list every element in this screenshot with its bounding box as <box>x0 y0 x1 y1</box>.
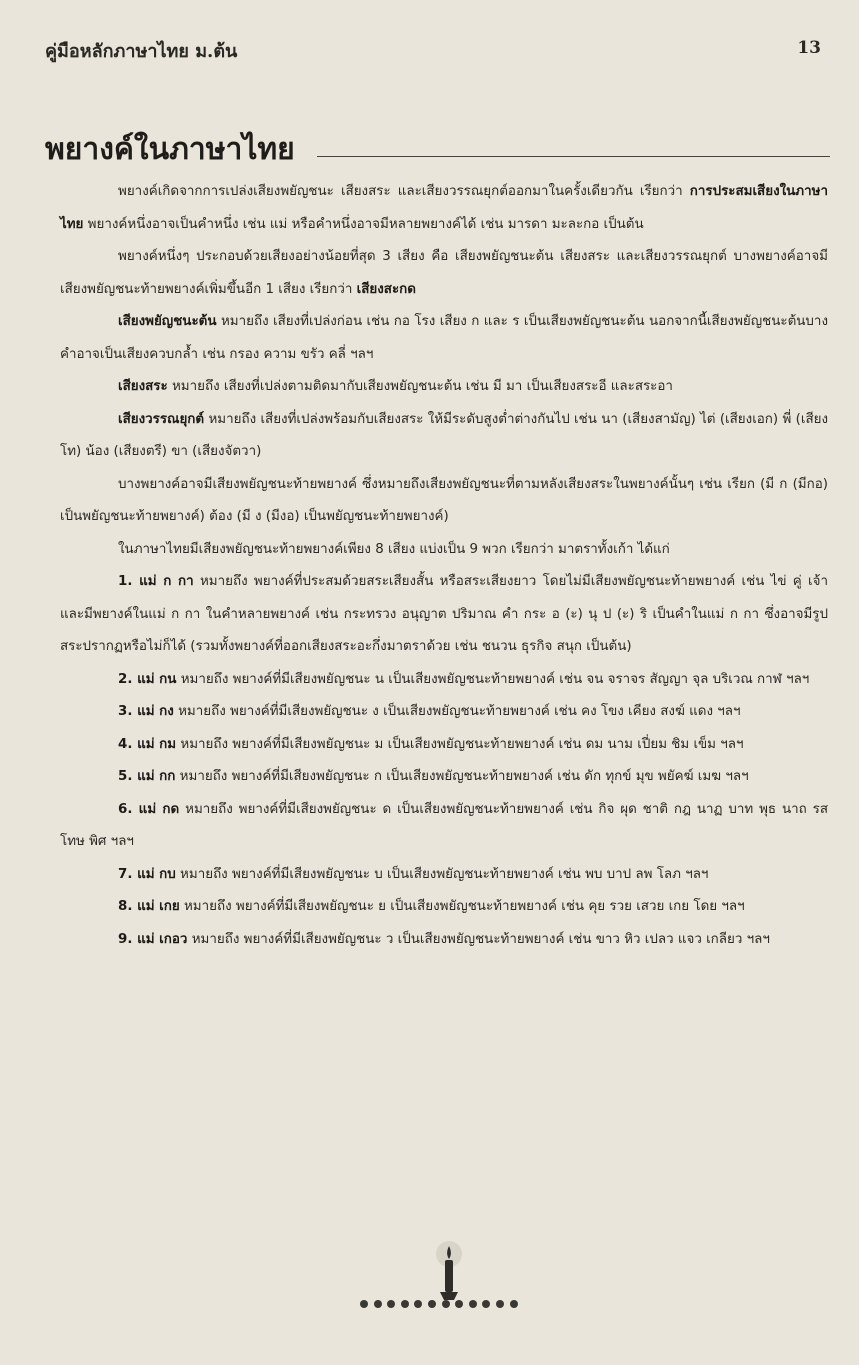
paragraph-text: พยางค์หนึ่งๆ ประกอบด้วยเสียงอย่างน้อยที่สุด 3 เสียง คือ เสียงพยัญชนะต้น เสียงสระ และเสียงวรรณยุกต์ บางพยางค์อาจมีเสียงพยัญชนะท้ายพยางค์เพิ่มขึ้นอีก 1 เสียง เรียกว่า <box>60 249 828 297</box>
definition-vowel <box>60 371 828 404</box>
divider-dot <box>360 1300 368 1308</box>
matra-label: 4. แม่ กม <box>118 736 177 752</box>
matra-label: 9. แม่ เกอว <box>118 931 188 947</box>
paragraph-intro <box>60 176 828 241</box>
matra-label: 8. แม่ เกย <box>118 899 180 914</box>
divider-dot <box>442 1300 450 1308</box>
bold-term: เสียงพยัญชนะต้น <box>118 314 217 329</box>
divider-dot <box>455 1300 463 1308</box>
matra-text: หมายถึง พยางค์ที่มีเสียงพยัญชนะ ย เป็นเสียงพยัญชนะท้ายพยางค์ เช่น คุย รวย เสวย เกย โดย ฯลฯ <box>179 899 745 914</box>
matra-item <box>60 566 828 664</box>
bold-term: การประสมเสียงในภาษาไทย <box>60 184 828 232</box>
paragraph-text: พยางค์เกิดจากการเปล่งเสียงพยัญชนะ เสียงสระ และเสียงวรรณยุกต์ออกมาในครั้งเดียวกัน เรียกว่า <box>118 184 690 199</box>
definition-initial-consonant <box>60 306 828 371</box>
page-number: 13 <box>797 38 821 58</box>
running-title: คู่มือหลักภาษาไทย ม.ต้น <box>45 41 238 62</box>
divider-dot <box>496 1300 504 1308</box>
divider-dot <box>387 1300 395 1308</box>
section-heading-block <box>45 126 830 176</box>
divider-dot <box>374 1300 382 1308</box>
matra-label: 5. แม่ กก <box>118 769 176 784</box>
bold-term: เสียงสระ <box>118 379 168 394</box>
matra-label: 7. แม่ กบ <box>118 866 176 882</box>
matra-item <box>60 794 828 859</box>
matra-item <box>60 729 828 762</box>
paragraph-matra-intro: ในภาษาไทยมีเสียงพยัญชนะท้ายพยางค์เพียง 8 เสียง แบ่งเป็น 9 พวก เรียกว่า มาตราทั้งเก้า ได้แก่ <box>118 541 670 557</box>
matra-text: หมายถึง พยางค์ที่มีเสียงพยัญชนะ ม เป็นเสียงพยัญชนะท้ายพยางค์ เช่น ดม นาม เปี่ยม ชิม เข็ม ฯลฯ <box>176 736 744 752</box>
divider-dot <box>510 1300 518 1308</box>
matra-label: 6. แม่ กด <box>118 801 180 817</box>
matra-label: 1. แม่ ก กา <box>118 574 194 589</box>
paragraph-text: หมายถึง เสียงที่เปล่งพร้อมกับเสียงสระ ให้มีระดับสูงต่ำต่างกันไป เช่น นา (เสียงสามัญ) ไต่ (เสียงเอก) พี่ (เสียงโท) น้อง (เสียงตรี) ขา (เสียงจัตวา) <box>60 411 828 459</box>
paragraph-text: พยางค์หนึ่งอาจเป็นคำหนึ่ง เช่น แม่ หรือคำหนึ่งอาจมีหลายพยางค์ได้ เช่น มารดา มะละกอ เป็นต้น <box>83 216 644 232</box>
divider-dot <box>482 1300 490 1308</box>
bold-term: เสียงสะกด <box>356 281 416 297</box>
matra-text: หมายถึง พยางค์ที่มีเสียงพยัญชนะ บ เป็นเสียงพยัญชนะท้ายพยางค์ เช่น พบ บาป ลพ โลภ ฯลฯ <box>175 866 709 882</box>
page-header <box>45 36 821 66</box>
matra-label: 3. แม่ กง <box>118 704 174 719</box>
divider-dot <box>428 1300 436 1308</box>
matra-text: หมายถึง พยางค์ที่มีเสียงพยัญชนะ ง เป็นเสียงพยัญชนะท้ายพยางค์ เช่น คง โขง เคียง สงฆ์ แดง ฯลฯ <box>173 704 741 719</box>
matra-text: หมายถึง พยางค์ที่มีเสียงพยัญชนะ ด เป็นเสียงพยัญชนะท้ายพยางค์ เช่น กิจ ผุด ชาติ กฎ นาฏ บาท พุธ นาถ รส โทษ พิศ ฯลฯ <box>60 801 828 849</box>
divider-dot <box>401 1300 409 1308</box>
divider-dot <box>469 1300 477 1308</box>
matra-text: หมายถึง พยางค์ที่มีเสียงพยัญชนะ น เป็นเสียงพยัญชนะท้ายพยางค์ เช่น จน จราจร สัญญา จุล บริเวณ กาฬ ฯลฯ <box>176 671 810 687</box>
definition-tone <box>60 404 828 469</box>
matra-text: หมายถึง พยางค์ที่ประสมด้วยสระเสียงสั้น หรือสระเสียงยาว โดยไม่มีเสียงพยัญชนะท้ายพยางค์ เช่น ไข่ คู่ เจ้า และมีพยางค์ในแม่ ก กา ในคำหลายพยางค์ เช่น กระทรวง อนุญาต ปริมาณ คำ กระ อ (ะ) นุ ป (ะ) ริ เป็นคำในแม่ ก กา ซึ่งอาจมีรูปสระปรากฏหรือไม่ก็ได้ (รวมทั้งพยางค์ที่ออกเสียงสระอะกึ่งมาตราด้วย เช่น ชนวน ธุรกิจ สนุก เป็นต้น) <box>60 574 828 654</box>
paragraph-text: หมายถึง เสียงที่เปล่งก่อน เช่น กอ โรง เสียง ก และ ร เป็นเสียงพยัญชนะต้น นอกจากนี้เสียงพยัญชนะต้นบางคำอาจเป็นเสียงควบกล้ำ เช่น กรอง ความ ขรัว คลี่ ฯลฯ <box>60 314 828 362</box>
dot-divider <box>360 1300 540 1314</box>
matra-text: หมายถึง พยางค์ที่มีเสียงพยัญชนะ ว เป็นเสียงพยัญชนะท้ายพยางค์ เช่น ขาว หิว เปลว แจว เกลียว ฯลฯ <box>187 931 770 947</box>
matra-item <box>60 859 828 892</box>
matra-text: หมายถึง พยางค์ที่มีเสียงพยัญชนะ ก เป็นเสียงพยัญชนะท้ายพยางค์ เช่น ดัก ทุกข์ มุข พยัคฆ์ เมฆ ฯลฯ <box>175 769 749 784</box>
paragraph-components <box>60 241 828 306</box>
matra-item <box>60 696 828 729</box>
matra-label: 2. แม่ กน <box>118 671 177 687</box>
matra-item <box>60 761 828 794</box>
heading-underline <box>317 156 830 157</box>
matra-item <box>60 891 828 924</box>
matra-item <box>60 664 828 697</box>
candle-ornament-icon <box>434 1240 464 1304</box>
divider-dot <box>414 1300 422 1308</box>
section-heading: พยางค์ในภาษาไทย <box>45 132 295 167</box>
paragraph-final-consonant: บางพยางค์อาจมีเสียงพยัญชนะท้ายพยางค์ ซึ่งหมายถึงเสียงพยัญชนะที่ตามหลังเสียงสระในพยางค์นั้นๆ เช่น เรียก (มี ก (มีกอ) เป็นพยัญชนะท้ายพยางค์) ต้อง (มี ง (มีงอ) เป็นพยัญชนะท้ายพยางค์) <box>60 476 828 524</box>
matra-item <box>60 924 828 957</box>
body-text <box>60 176 828 956</box>
paragraph-text: หมายถึง เสียงที่เปล่งตามติดมากับเสียงพยัญชนะต้น เช่น มี มา เป็นเสียงสระอี และสระอา <box>167 379 673 394</box>
page-footer <box>0 1232 859 1332</box>
bold-term: เสียงวรรณยุกต์ <box>118 411 205 427</box>
